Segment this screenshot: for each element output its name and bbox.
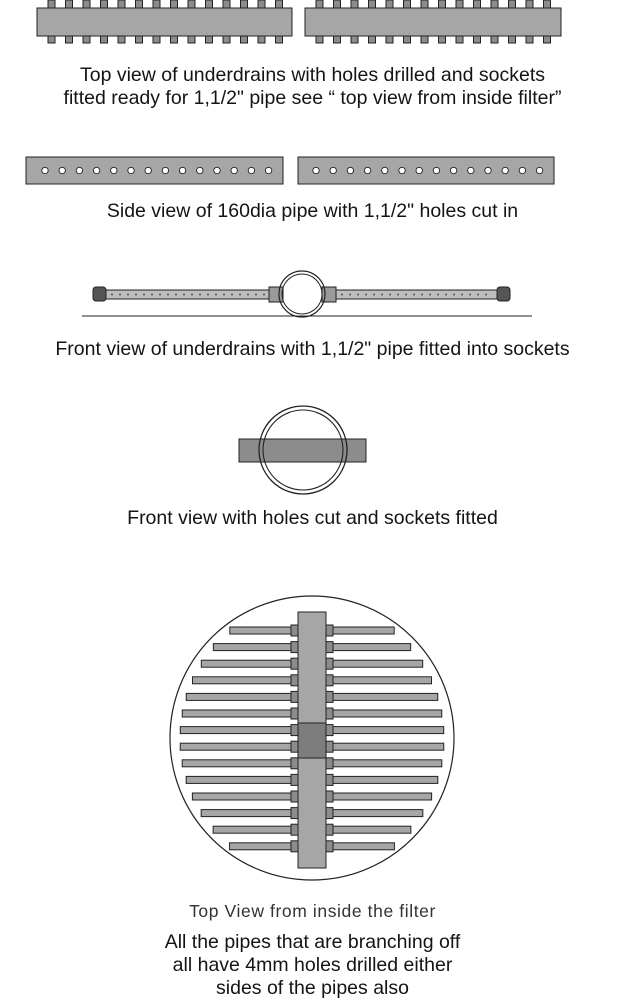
front-view-fitted (82, 271, 532, 317)
drill-dot (405, 294, 407, 296)
hole (450, 167, 456, 173)
drill-dot (341, 294, 343, 296)
branch-pipe-left (186, 693, 291, 700)
drill-dot (191, 294, 193, 296)
hole (364, 167, 370, 173)
drill-dot (167, 294, 169, 296)
branch-pipe-left (213, 826, 291, 833)
branch-pipe-left (182, 710, 291, 717)
caption-top-view-line1: Top view of underdrains with holes drilled and sockets (79, 64, 545, 86)
drill-dot (143, 294, 145, 296)
caption-note-line1: All the pipes that are branching off (164, 931, 461, 953)
drill-dot (255, 294, 257, 296)
drill-dot (477, 294, 479, 296)
caption-inside-title: Top View from inside the filter (189, 901, 436, 921)
branch-pipe-right (333, 627, 394, 634)
branch-pipe-left (192, 793, 291, 800)
branch-pipe-left (186, 776, 291, 783)
underdrain-pipe-right (305, 8, 561, 36)
hole (93, 167, 99, 173)
drill-dot (247, 294, 249, 296)
caption-note-line2: all have 4mm holes drilled either (172, 954, 453, 976)
drill-dot (349, 294, 351, 296)
drill-dot (413, 294, 415, 296)
hole (347, 167, 353, 173)
drill-dot (357, 294, 359, 296)
branch-pipe-right (333, 743, 444, 750)
drill-dot (111, 294, 113, 296)
main-pipe-outer (279, 271, 325, 317)
underdrain-pipe-left (37, 8, 292, 36)
branch-pipe-right (333, 843, 394, 850)
hole (502, 167, 508, 173)
central-manifold-joint (298, 723, 326, 758)
branch-pipe-left (230, 843, 291, 850)
drill-dot (373, 294, 375, 296)
branch-pipe-right (336, 290, 498, 299)
branch-pipe-left (180, 727, 291, 734)
branch-pipe-right (333, 644, 411, 651)
hole (59, 167, 65, 173)
top-view-underdrains (37, 0, 561, 43)
hole (330, 167, 336, 173)
hole (416, 167, 422, 173)
main-pipe-inner (282, 274, 322, 314)
branch-pipe-left (213, 644, 291, 651)
drill-dot (183, 294, 185, 296)
drill-dot (199, 294, 201, 296)
hole (76, 167, 82, 173)
drill-dot (263, 294, 265, 296)
drill-dot (437, 294, 439, 296)
drill-dot (461, 294, 463, 296)
hole (162, 167, 168, 173)
drill-dot (389, 294, 391, 296)
drill-dot (175, 294, 177, 296)
drill-dot (127, 294, 129, 296)
drill-dot (397, 294, 399, 296)
hole (468, 167, 474, 173)
hole (179, 167, 185, 173)
branch-pipe-right (333, 693, 438, 700)
branch-pipe-right (333, 776, 438, 783)
branch-pipe-right (333, 760, 442, 767)
branch-pipe-right (333, 826, 411, 833)
branch-pipe-left (201, 660, 291, 667)
hole (248, 167, 254, 173)
hole (42, 167, 48, 173)
hole (433, 167, 439, 173)
caption-top-view-line2: fitted ready for 1,1/2" pipe see “ top view from inside filter” (63, 87, 562, 109)
drill-dot (421, 294, 423, 296)
end-cap-left (93, 287, 106, 301)
branch-pipe-left (192, 677, 291, 684)
hole (145, 167, 151, 173)
drill-dot (207, 294, 209, 296)
hole (197, 167, 203, 173)
drill-dot (365, 294, 367, 296)
drill-dot (135, 294, 137, 296)
drill-dot (223, 294, 225, 296)
drill-dot (381, 294, 383, 296)
hole (214, 167, 220, 173)
branch-pipe-right (333, 677, 432, 684)
hole (382, 167, 388, 173)
caption-side-view: Side view of 160dia pipe with 1,1/2" holes cut in (106, 200, 519, 222)
drill-dot (119, 294, 121, 296)
caption-front-view-holes: Front view with holes cut and sockets fitted (127, 507, 498, 529)
hole (265, 167, 271, 173)
drill-dot (151, 294, 153, 296)
hole (313, 167, 319, 173)
hole (485, 167, 491, 173)
inside-filter-view (170, 596, 454, 880)
caption-front-view-fitted: Front view of underdrains with 1,1/2" pipe fitted into sockets (55, 338, 570, 360)
end-cap-right (497, 287, 510, 301)
drill-dot (485, 294, 487, 296)
branch-pipe-left (182, 760, 291, 767)
branch-pipe-right (333, 727, 444, 734)
branch-pipe-left (230, 627, 291, 634)
drill-dot (239, 294, 241, 296)
drill-dot (469, 294, 471, 296)
drill-dot (215, 294, 217, 296)
hole (519, 167, 525, 173)
branch-pipe-right (333, 660, 423, 667)
drill-dot (445, 294, 447, 296)
side-view-pipes (26, 157, 554, 184)
front-view-holes (239, 406, 366, 494)
branch-pipe-left (180, 743, 291, 750)
hole (399, 167, 405, 173)
branch-pipe-left (104, 290, 272, 299)
drill-dot (159, 294, 161, 296)
socket-left (269, 287, 283, 302)
hole (111, 167, 117, 173)
hole (536, 167, 542, 173)
branch-pipe-right (333, 793, 432, 800)
drill-dot (453, 294, 455, 296)
caption-note-line3: sides of the pipes also (216, 977, 409, 999)
hole (128, 167, 134, 173)
drill-dot (429, 294, 431, 296)
branch-pipe-right (333, 710, 442, 717)
branch-dots (111, 294, 487, 296)
branch-pipe-right (333, 810, 423, 817)
branch-pipe-left (201, 810, 291, 817)
hole (231, 167, 237, 173)
drill-dot (231, 294, 233, 296)
